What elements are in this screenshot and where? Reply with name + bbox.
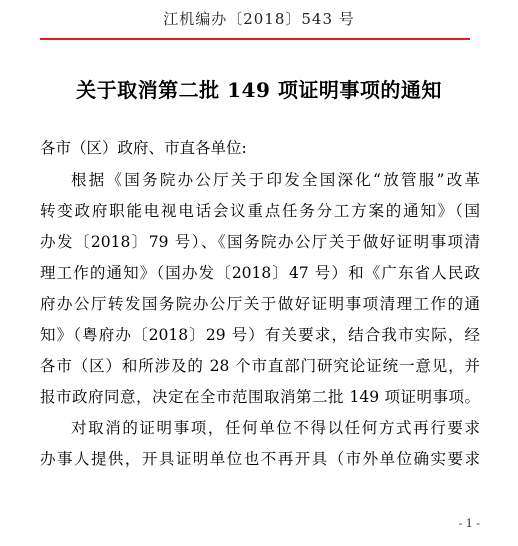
body-paragraph-1-line-8: 报市政府同意，决定在全市范围取消第二批 149 项证明事项。 bbox=[40, 388, 480, 406]
body-paragraph-1-line-6: 知》（粤府办〔2018〕29 号）有关要求，结合我市实际，经 bbox=[40, 326, 480, 344]
document-title: 关于取消第二批 149 项证明事项的通知 bbox=[76, 78, 442, 102]
body-paragraph-1-line-7: 各市（区）和所涉及的 28 个市直部门研究论证统一意见，并 bbox=[40, 357, 480, 375]
document-number: 江机编办〔2018〕543 号 bbox=[163, 10, 355, 28]
red-header-rule bbox=[40, 38, 470, 40]
body-paragraph-1-line-1: 根据《国务院办公厅关于印发全国深化“放管服”改革 bbox=[71, 171, 480, 189]
body-paragraph-1-line-5: 府办公厅转发国务院办公厅关于做好证明事项清理工作的通 bbox=[40, 295, 480, 313]
body-paragraph-1-line-4: 理工作的通知》（国办发〔2018〕47 号）和《广东省人民政 bbox=[40, 264, 480, 282]
body-paragraph-1-line-3: 办发〔2018〕79 号）、《国务院办公厅关于做好证明事项清 bbox=[40, 233, 480, 251]
page-number: - 1 - bbox=[458, 517, 480, 530]
body-paragraph-1-line-2: 转变政府职能电视电话会议重点任务分工方案的通知》（国 bbox=[40, 202, 480, 220]
addressee-line: 各市（区）政府、市直各单位: bbox=[40, 139, 247, 157]
body-paragraph-2-line-2: 办事人提供，开具证明单位也不再开具（市外单位确实要求 bbox=[40, 450, 480, 468]
body-paragraph-2-line-1: 对取消的证明事项，任何单位不得以任何方式再行要求 bbox=[71, 419, 480, 437]
